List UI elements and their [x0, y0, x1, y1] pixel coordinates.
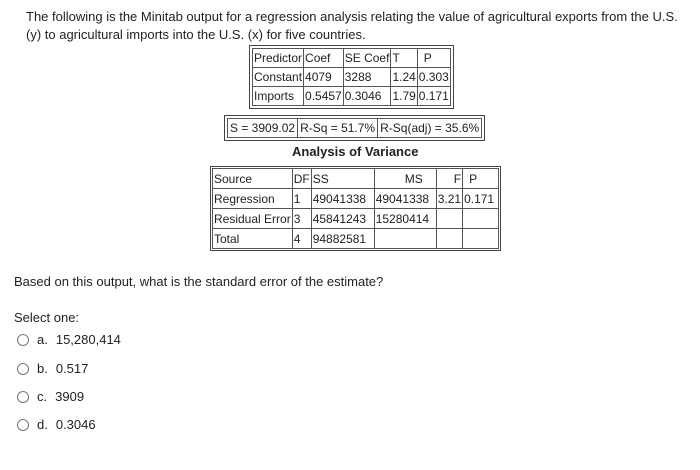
standard-error-cell: S = 3909.02	[228, 119, 298, 138]
radio-button[interactable]	[17, 334, 29, 346]
table-cell: 1.79	[391, 87, 417, 106]
table-cell: 0.171	[463, 189, 499, 209]
table-header: SS	[311, 169, 374, 189]
table-cell: Imports	[253, 87, 304, 106]
option-letter: d.	[37, 417, 48, 432]
radio-button[interactable]	[17, 391, 29, 403]
select-one-label: Select one:	[14, 310, 80, 325]
coefficient-table	[249, 45, 454, 109]
table-cell: Constant	[253, 68, 304, 87]
table-row	[213, 209, 499, 229]
table-row	[213, 189, 499, 209]
table-cell	[436, 209, 462, 229]
table-cell: 15280414	[374, 209, 436, 229]
table-cell: Total	[213, 229, 293, 249]
table-row	[213, 169, 499, 189]
table-header: MS	[374, 169, 436, 189]
question-prompt: Based on this output, what is the standard error of the estimate?	[14, 274, 384, 289]
table-header: DF	[292, 169, 311, 189]
table-cell: 1	[292, 189, 311, 209]
table-cell: 94882581	[311, 229, 374, 249]
option-text: 0.3046	[55, 417, 96, 432]
option-d[interactable]	[17, 417, 96, 432]
table-cell: 1.24	[391, 68, 417, 87]
radio-button[interactable]	[17, 419, 29, 431]
table-cell: 0.3046	[343, 87, 391, 106]
table-cell: 3.21	[436, 189, 462, 209]
option-text: 0.517	[55, 361, 89, 376]
model-summary-table	[224, 115, 485, 141]
table-header: SE Coef	[343, 49, 391, 68]
table-cell: 0.171	[417, 87, 450, 106]
option-letter: a.	[37, 332, 48, 347]
table-cell: 45841243	[311, 209, 374, 229]
radio-button[interactable]	[17, 363, 29, 375]
option-letter: c.	[37, 389, 48, 404]
anova-title: Analysis of Variance	[292, 144, 419, 159]
table-cell: 4079	[304, 68, 344, 87]
table-cell	[463, 209, 499, 229]
table-cell: 49041338	[374, 189, 436, 209]
table-header: T	[391, 49, 417, 68]
table-cell: Regression	[213, 189, 293, 209]
table-cell: 0.5457	[304, 87, 344, 106]
table-row	[228, 119, 482, 138]
table-cell: 0.303	[417, 68, 450, 87]
table-cell	[436, 229, 462, 249]
table-header: Predictor	[253, 49, 304, 68]
option-b[interactable]	[17, 361, 88, 376]
r-squared-cell: R-Sq = 51.7%	[298, 119, 378, 138]
table-header: Coef	[304, 49, 344, 68]
table-row	[253, 68, 451, 87]
table-cell	[374, 229, 436, 249]
table-header: P	[463, 169, 499, 189]
table-header: F	[436, 169, 462, 189]
table-header: Source	[213, 169, 293, 189]
table-row	[253, 87, 451, 106]
anova-table	[210, 166, 501, 251]
option-c[interactable]	[17, 389, 84, 404]
table-cell: Residual Error	[213, 209, 293, 229]
question-intro: The following is the Minitab output for a regression analysis relating the value of agricultural exports from the U.S. (y) to agricultural imports into the U.S. (x) for five countries.	[26, 9, 678, 42]
table-cell	[463, 229, 499, 249]
option-a[interactable]	[17, 332, 121, 347]
table-cell: 49041338	[311, 189, 374, 209]
option-text: 3909	[55, 389, 85, 404]
table-header: P	[417, 49, 450, 68]
option-text: 15,280,414	[55, 332, 121, 347]
r-squared-adj-cell: R-Sq(adj) = 35.6%	[378, 119, 482, 138]
option-letter: b.	[37, 361, 48, 376]
table-cell: 4	[292, 229, 311, 249]
table-cell: 3288	[343, 68, 391, 87]
table-row	[213, 229, 499, 249]
table-cell: 3	[292, 209, 311, 229]
table-row	[253, 49, 451, 68]
